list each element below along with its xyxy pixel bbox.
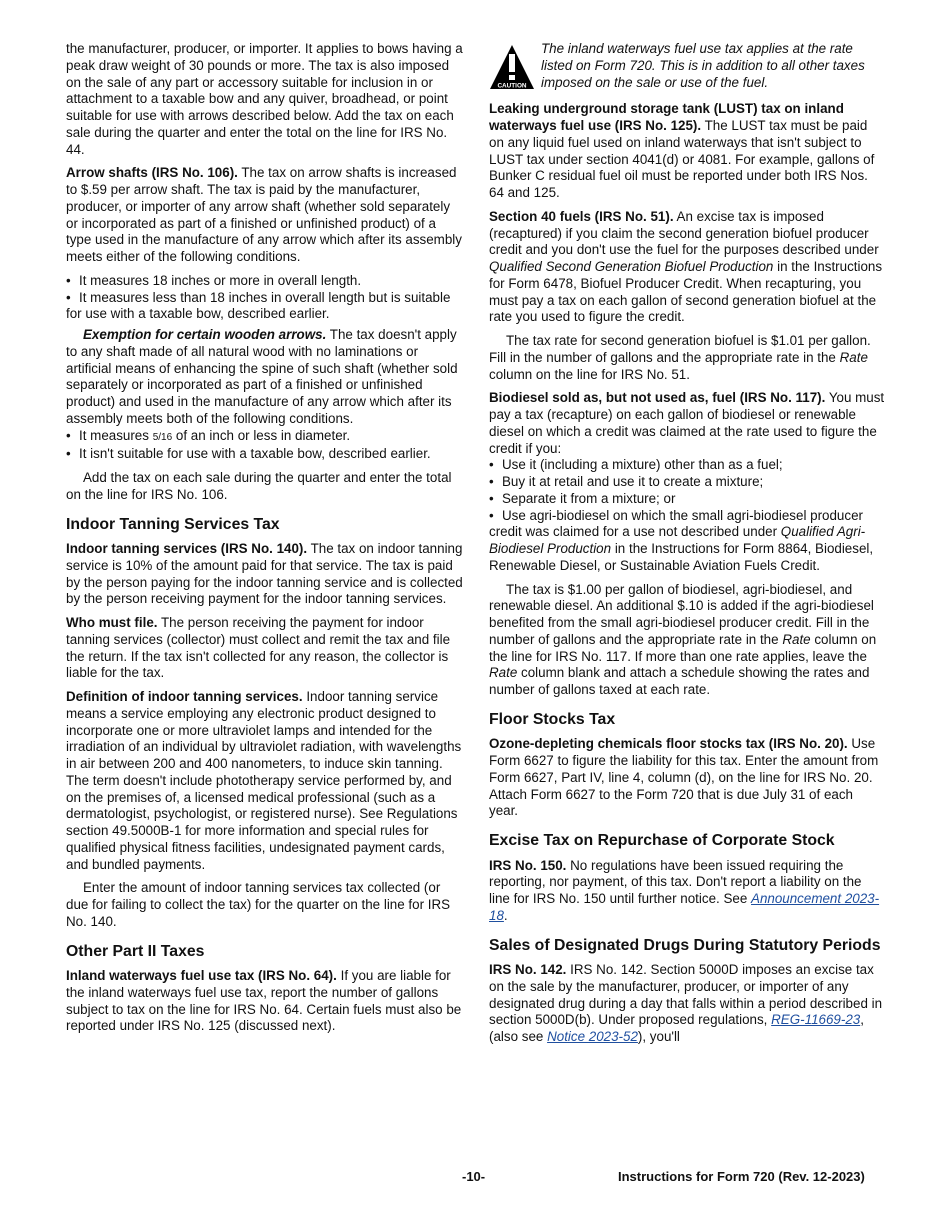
irs-142-paragraph: IRS No. 142. IRS No. 142. Section 5000D imposes an excise tax on the sale by the manufacturer, producer, or importer of any designated drug during a day that falls within a period described in section 5000D(b). Under proposed regulations, REG-11669-23, (also see Notice 2023-52), you'll <box>489 962 883 1044</box>
caution-icon <box>489 44 535 90</box>
exemption-heading: Exemption for certain wooden arrows. <box>83 327 327 342</box>
exemption-text: The tax doesn't apply to any shaft made of all natural wood with no laminations or artificial means of enhancing the spine of such shaft (whether sold separately or incorporated as part of a finished or unfinished product) and used in the manufacture of any arrow which after its assembly meets both of the following conditions. <box>66 327 458 426</box>
list-item: • Use it (including a mixture) other than as a fuel; <box>489 457 783 473</box>
list-item: • It isn't suitable for use with a taxable bow, described earlier. <box>66 446 431 462</box>
list-item: • It measures less than 18 inches in overall length but is suitable for use with a taxable bow, described earlier. <box>66 289 451 322</box>
arrow-shafts-text: The tax on arrow shafts is increased to $.59 per arrow shaft. The tax is paid by the manufacturer, producer, or importer of any arrow shaft (whether sold separately or incorporated as part of a finished or unfinished product) of a type used in the manufacture of any arrow which after its assembly meets either of the following conditions. <box>66 165 462 264</box>
arrow-shafts-heading: Arrow shafts (IRS No. 106). <box>66 165 238 181</box>
list-item: • It measures 5/16 of an inch or less in diameter. <box>66 427 351 443</box>
section-40-heading: Section 40 fuels (IRS No. 51). <box>489 208 674 224</box>
excise-repurchase-title: Excise Tax on Repurchase of Corporate Stock <box>489 832 835 849</box>
designated-drugs-title: Sales of Designated Drugs During Statutory Periods <box>489 936 881 954</box>
biodiesel-paragraph: Biodiesel sold as, but not used as, fuel (IRS No. 117). You must pay a tax (recapture) on each gallon of biodiesel or renewable diesel on which a credit was claimed at the rate used to figure the credit if you: <box>489 390 885 456</box>
right-column <box>489 41 885 1053</box>
list-item: • Separate it from a mixture; or <box>489 490 676 506</box>
ozone-paragraph: Ozone-depleting chemicals floor stocks tax (IRS No. 20). Use Form 6627 to figure the liability for this tax. Enter the amount from Form 6627, Part IV, line 4, column (d), on the line for IRS No. 20. Attach Form 6627 to the Form 720 that is due July 31 of each year. <box>489 736 879 819</box>
biodiesel-conditions-list <box>489 457 885 574</box>
tanning-heading: Indoor tanning services (IRS No. 140). <box>66 541 308 556</box>
other-part-ii-title: Other Part II Taxes <box>66 942 205 960</box>
form-title-footer: Instructions for Form 720 (Rev. 12-2023) <box>618 1169 865 1184</box>
inland-waterways-paragraph: Inland waterways fuel use tax (IRS No. 64). If you are liable for the inland waterways fuel use tax, report the number of gallons subject to tax on the line for IRS No. 64. Certain fuels must also be reported under IRS No. 125 (discussed next). <box>66 968 462 1034</box>
caution-text: The inland waterways fuel use tax applies at the rate listed on Form 720. This is in addition to all other taxes imposed on the sale or use of the fuel. <box>541 41 865 90</box>
section-40-paragraph: Section 40 fuels (IRS No. 51). An excise tax is imposed (recaptured) if you claim the second generation biofuel producer credit and you don't use the fuel for the purposes described under Qualified Second Generation Biofuel Production in the Instructions for Form 6478, Biofuel Producer Credit. When recapturing, you must pay a tax on each gallon of second generation biofuel at the rate you used to figure the credit. <box>489 208 883 325</box>
fraction: 5/16 <box>152 431 173 443</box>
lust-heading: Leaking underground storage tank (LUST) tax on inland waterways fuel use (IRS No. 125). <box>489 101 844 133</box>
left-column <box>66 41 464 1042</box>
exemption-paragraph <box>66 327 464 428</box>
definition-paragraph: Definition of indoor tanning services. Indoor tanning service means a service employing any electronic product designed to incorporate one or more ultraviolet lamps and intended for the irradiation of an individual by ultraviolet radiation, with wavelengths in air between 200 and 400 nanometers, to induce skin tanning. The term doesn't include phototherapy service performed by, and on the premises of, a licensed medical professional (such as a dermatologist, psychologist, or registered nurse). See Regulations section 49.5000B-1 for more information and special rules for qualified physical fitness facilities, undesignated payment cards, and bundled payments. <box>66 689 462 872</box>
biodiesel-heading: Biodiesel sold as, but not used as, fuel (IRS No. 117). <box>489 390 826 406</box>
notice-link[interactable]: Notice 2023-52 <box>547 1029 638 1044</box>
caution-box <box>489 41 885 91</box>
list-item: • Buy it at retail and use it to create a mixture; <box>489 474 764 489</box>
intro-paragraph: the manufacturer, producer, or importer. It applies to bows having a peak draw weight of 30 pounds or more. The tax is also imposed on the sale of any part or accessory suitable for inclusion in or attachment to a taxable bow and any quiver, broadhead, or point suitable for use with arrows described below. Add the tax on each sale during the quarter and enter the total on the line for IRS No. 44. <box>66 41 463 157</box>
irs-150-paragraph: IRS No. 150. No regulations have been issued requiring the reporting, nor payment, of this tax. Don't report a liability on the line for IRS No. 150 until further notice. See Announcement 2023-18. <box>489 857 880 923</box>
arrow-enter-paragraph: Add the tax on each sale during the quarter and enter the total on the line for IRS No. 106. <box>66 470 452 502</box>
list-item: • Use agri-biodiesel on which the small agri-biodiesel producer credit was claimed for a use not described under Qualified Agri-Biodiesel Production in the Instructions for Form 8864, Biodiesel, Renewable Diesel, or Sustainable Aviation Fuels Credit. <box>489 507 874 573</box>
page-number: -10- <box>462 1169 486 1184</box>
indoor-tanning-title: Indoor Tanning Services Tax <box>66 515 280 533</box>
ozone-heading: Ozone-depleting chemicals floor stocks tax (IRS No. 20). <box>489 736 848 752</box>
exemption-conditions-list <box>66 428 464 464</box>
definition-heading: Definition of indoor tanning services. <box>66 689 303 704</box>
arrow-shafts-paragraph <box>66 165 464 266</box>
who-must-file-heading: Who must file. <box>66 615 158 630</box>
biodiesel-rate-paragraph: The tax is $1.00 per gallon of biodiesel, agri-biodiesel, and renewable diesel. An additional $.10 is added if the agri-biodiesel benefited from the small agri-biodiesel producer credit. Fill in the number of gallons and the appropriate rate in the Rate column on the line for IRS No. 117. If more than one rate applies, leave the Rate column blank and attach a schedule showing the rates and number of gallons taxed at each rate. <box>489 581 877 697</box>
caution-label: CAUTION <box>497 82 527 90</box>
reg-link[interactable]: REG-11669-23 <box>771 1012 861 1028</box>
section-40-rate-paragraph: The tax rate for second generation biofuel is $1.01 per gallon. Fill in the number of gallons and the appropriate rate in the Rate column on the line for IRS No. 51. <box>489 333 871 382</box>
list-item: • It measures 18 inches or more in overall length. <box>66 272 362 288</box>
tanning-enter-paragraph: Enter the amount of indoor tanning services tax collected (or due for failing to collect the tax) for the quarter on the line for IRS No. 140. <box>66 880 451 929</box>
irs-142-heading: IRS No. 142. <box>489 962 567 977</box>
lust-paragraph: Leaking underground storage tank (LUST) tax on inland waterways fuel use (IRS No. 125). The LUST tax must be paid on any liquid fuel used on inland waterways that isn't subject to LUST tax under section 4041(d) or 4081. For example, gallons of Bunker C residual fuel oil must be reported under both IRS Nos. 64 and 125. <box>489 101 875 200</box>
announcement-link[interactable]: Announcement 2023-18 <box>489 891 880 923</box>
who-must-file-paragraph: Who must file. The person receiving the payment for indoor tanning services (collector) must collect and remit the tax and file the return. If the tax isn't collected for any reason, the collector is liable for the tax. <box>66 615 451 681</box>
floor-stocks-title: Floor Stocks Tax <box>489 710 616 728</box>
tanning-paragraph: Indoor tanning services (IRS No. 140). The tax on indoor tanning service is 10% of the amount paid for that service. The tax is paid by the person paying for the indoor tanning service and is collected by the person receiving payment for the indoor tanning services. <box>66 541 463 607</box>
inland-waterways-heading: Inland waterways fuel use tax (IRS No. 64). <box>66 968 337 983</box>
arrow-conditions-list <box>66 273 464 323</box>
irs-150-heading: IRS No. 150. <box>489 857 567 873</box>
